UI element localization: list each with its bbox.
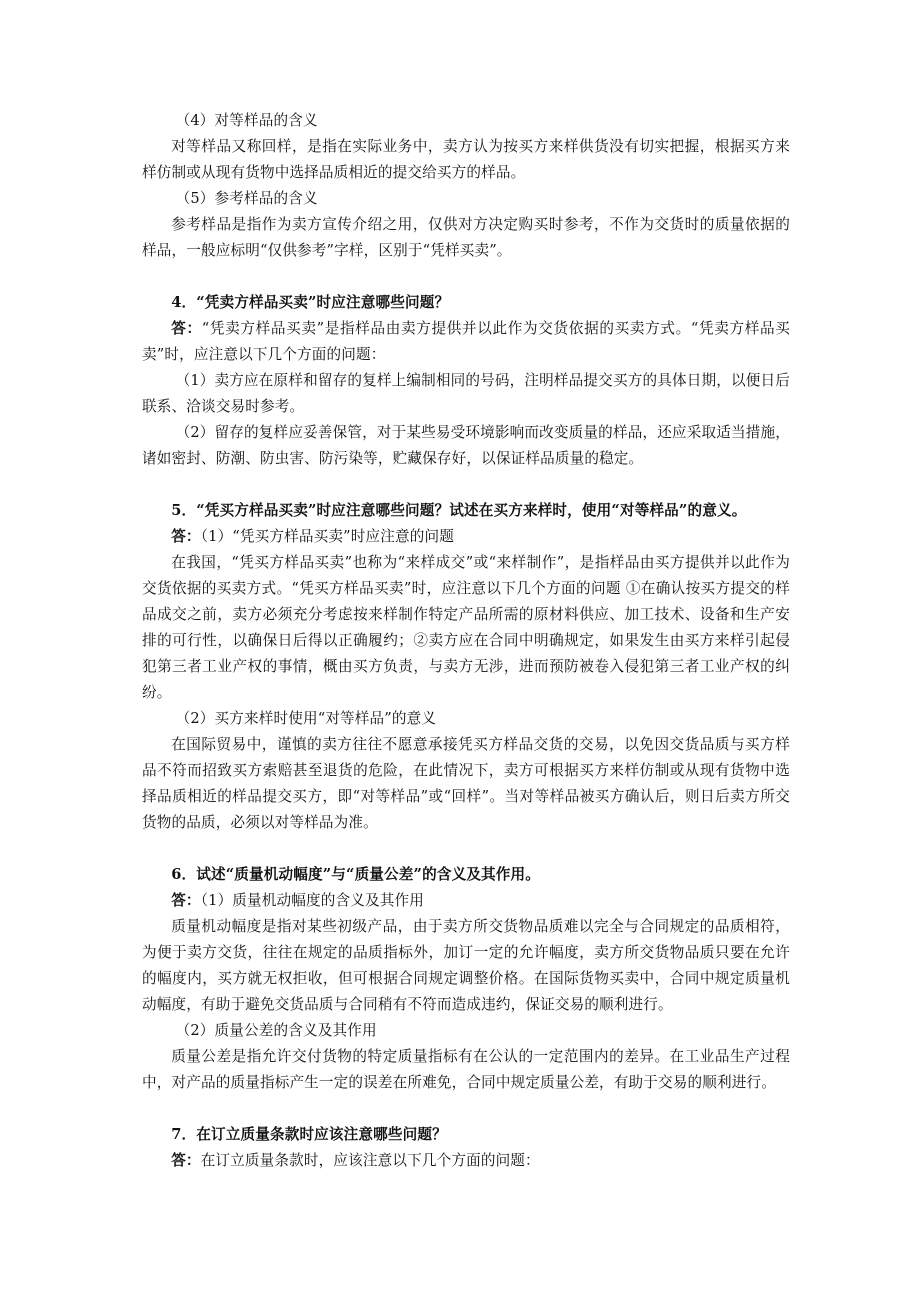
answer-text: “凭卖方样品买卖”是指样品由卖方提供并以此作为交货依据的买卖方式。“凭卖方样品买卖”时，应注意以下几个方面的问题：: [142, 320, 790, 363]
answer-label: 答：: [171, 320, 202, 337]
document-page: [142, 108, 790, 1174]
paragraph: 对等样品又称回样，是指在实际业务中，卖方认为按买方来样供货没有切实把握，根据买方来样仿制或从现有货物中选择品质相近的提交给买方的样品。: [142, 138, 790, 181]
answer-label: 答：: [171, 892, 201, 909]
paragraph: 在我国，“凭买方样品买卖”也称为“来样成交”或“来样制作”，是指样品由买方提供并以此作为交货依据的买卖方式。“凭买方样品买卖”时，应注意以下几个方面的问题 ①在确认按买方提交的样品成交之前，卖方必须充分考虑按来样制作特定产品所需的原材料供应、加工技术、设备和生产安排的可行性，以确保日后得以正确履约；②卖方应在合同中明确规定，如果发生由买方来样引起侵犯第三者工业产权的事情，概由买方负责，与卖方无涉，进而预防被卷入侵犯第三者工业产权的纠纷。: [142, 554, 790, 701]
answer-label: 答：: [171, 1152, 201, 1169]
answer-label: 答：: [171, 528, 201, 545]
section-heading: （4）对等样品的含义: [175, 112, 318, 129]
answer-paragraph: [142, 1148, 790, 1174]
list-item: （2）留存的复样应妥善保管，对于某些易受环境影响而改变质量的样品，还应采取适当措施，诸如密封、防潮、防虫害、防污染等，贮藏保存好，以保证样品质量的稳定。: [142, 424, 790, 467]
section-heading: （2）质量公差的含义及其作用: [175, 1022, 377, 1039]
paragraph: 参考样品是指作为卖方宣传介绍之用，仅供对方决定购买时参考，不作为交货时的质量依据的样品，一般应标明“仅供参考”字样，区别于“凭样买卖”。: [142, 216, 790, 259]
list-item: （1）卖方应在原样和留存的复样上编制相同的号码，注明样品提交买方的具体日期，以便日后联系、洽谈交易时参考。: [142, 372, 790, 415]
answer-paragraph: [142, 524, 790, 550]
answer-text: 在订立质量条款时，应该注意以下几个方面的问题：: [200, 1152, 540, 1169]
answer-text: （1）质量机动幅度的含义及其作用: [200, 892, 424, 909]
question-heading: 7．在订立质量条款时应该注意哪些问题？: [171, 1126, 447, 1143]
question-heading: 6．试述“质量机动幅度”与“质量公差”的含义及其作用。: [171, 866, 541, 883]
answer-paragraph: [142, 316, 790, 368]
question-heading: 5．“凭买方样品买卖”时应注意哪些问题？试述在买方来样时，使用“对等样品”的意义。: [171, 502, 747, 519]
section-heading: （2）买方来样时使用“对等样品”的意义: [175, 710, 437, 727]
question-heading: 4．“凭卖方样品买卖”时应注意哪些问题？: [171, 294, 450, 311]
paragraph: 质量公差是指允许交付货物的特定质量指标有在公认的一定范围内的差异。在工业品生产过程中，对产品的质量指标产生一定的误差在所难免，合同中规定质量公差，有助于交易的顺利进行。: [142, 1048, 790, 1091]
section-heading: （5）参考样品的含义: [175, 190, 318, 207]
answer-text: （1）“凭买方样品买卖”时应注意的问题: [200, 528, 454, 545]
paragraph: 在国际贸易中，谨慎的卖方往往不愿意承接凭买方样品交货的交易，以免因交货品质与买方样品不符而招致买方索赔甚至退货的危险，在此情况下，卖方可根据买方来样仿制或从现有货物中选择品质相近的样品提交买方，即“对等样品”或“回样”。当对等样品被买方确认后，则日后卖方所交货物的品质，必须以对等样品为准。: [142, 736, 790, 831]
paragraph: 质量机动幅度是指对某些初级产品，由于卖方所交货物品质难以完全与合同规定的品质相符，为便于卖方交货，往往在规定的品质指标外，加订一定的允许幅度，卖方所交货物品质只要在允许的幅度内，买方就无权拒收，但可根据合同规定调整价格。在国际货物买卖中，合同中规定质量机动幅度，有助于避免交货品质与合同稍有不符而造成违约，保证交易的顺利进行。: [142, 918, 790, 1013]
answer-paragraph: [142, 888, 790, 914]
